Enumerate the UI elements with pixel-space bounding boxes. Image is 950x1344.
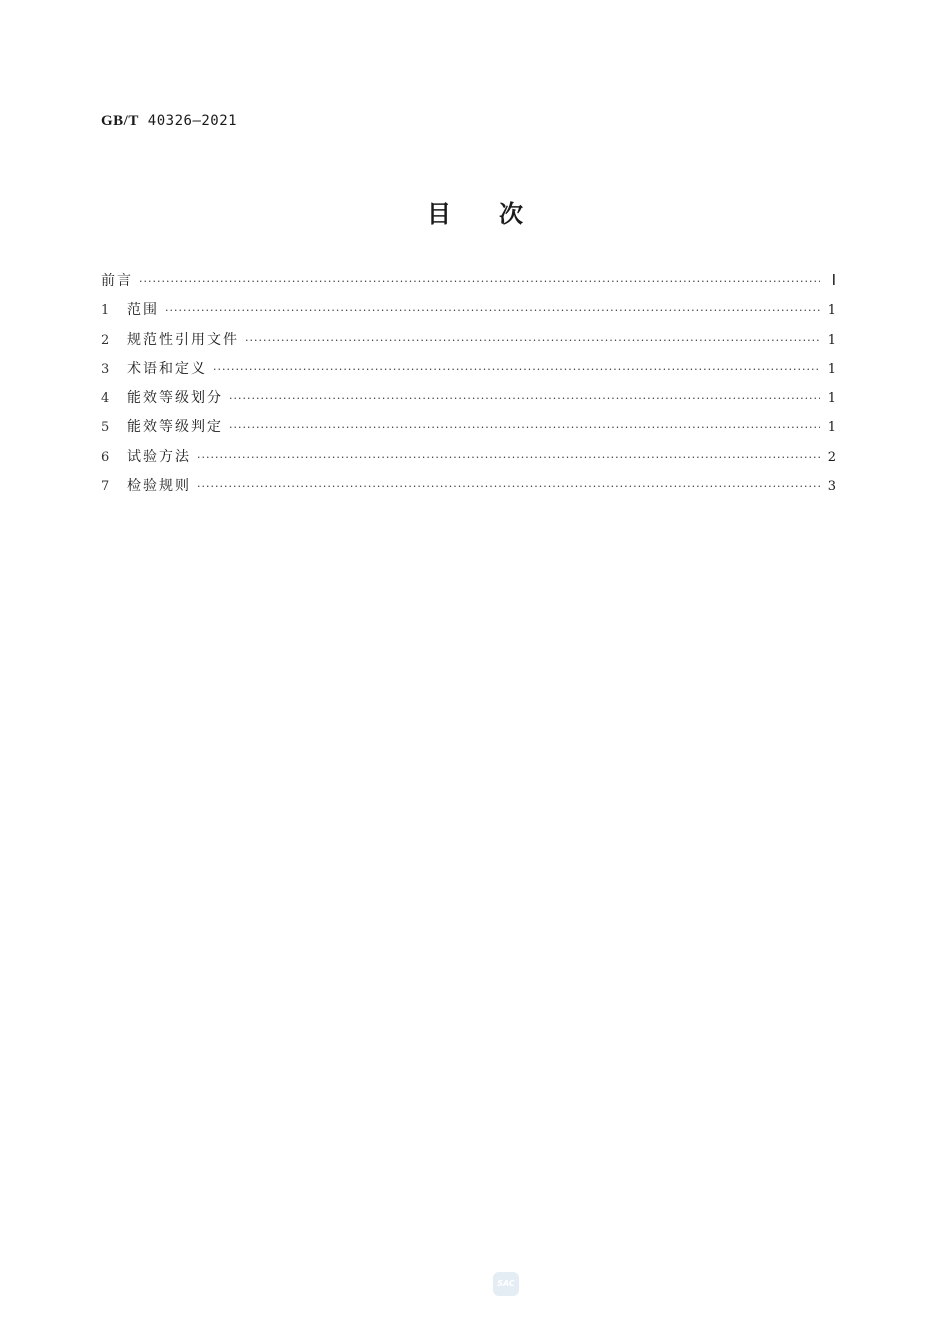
toc-leader-dots (229, 392, 820, 405)
toc-entry-grade-determination[interactable] (101, 416, 836, 445)
toc-entry-label: 规范性引用文件 (127, 331, 239, 348)
toc-entry-terms-definitions[interactable] (101, 358, 836, 387)
toc-leader-dots (197, 451, 820, 464)
sac-logo-watermark: SAC (493, 1272, 519, 1296)
toc-leader-dots (197, 480, 820, 493)
standard-number (101, 113, 237, 130)
toc-entry-page: 3 (827, 479, 836, 495)
toc-leader-dots (213, 363, 820, 376)
table-of-contents (101, 270, 836, 504)
toc-entry-number: 1 (101, 303, 110, 319)
toc-entry-label: 范围 (127, 302, 159, 319)
page-title: 目次 (427, 200, 571, 228)
toc-entry-page: 2 (827, 449, 836, 465)
toc-entry-label: 前言 (101, 273, 133, 289)
toc-leader-dots (229, 421, 820, 434)
toc-entry-label: 检验规则 (127, 478, 191, 495)
toc-entry-page: Ⅰ (831, 273, 836, 289)
toc-entry-normative-references[interactable] (101, 329, 836, 358)
toc-entry-test-methods[interactable] (101, 446, 836, 475)
toc-entry-page: 1 (827, 361, 836, 377)
standard-prefix: GB/T (101, 113, 139, 129)
toc-entry-inspection-rules[interactable] (101, 475, 836, 504)
toc-entry-label: 能效等级判定 (127, 419, 223, 436)
toc-leader-dots (245, 334, 820, 347)
toc-entry-number: 5 (101, 420, 110, 436)
toc-entry-page: 1 (827, 303, 836, 319)
toc-entry-page: 1 (827, 332, 836, 348)
toc-entry-label: 试验方法 (127, 448, 191, 465)
toc-entry-grade-classification[interactable] (101, 387, 836, 416)
toc-entry-number: 3 (101, 361, 110, 377)
toc-entry-label: 能效等级划分 (127, 390, 223, 407)
standard-code: 40326—2021 (147, 113, 238, 129)
toc-entry-page: 1 (827, 391, 836, 407)
toc-entry-scope[interactable] (101, 299, 836, 328)
toc-entry-number: 4 (101, 391, 110, 407)
toc-entry-number: 7 (101, 479, 110, 495)
toc-leader-dots (165, 304, 820, 317)
toc-entry-label: 术语和定义 (127, 360, 207, 377)
toc-entry-number: 6 (101, 449, 110, 465)
toc-entry-page: 1 (827, 420, 836, 436)
toc-entry-preface[interactable] (101, 270, 836, 299)
toc-entry-number: 2 (101, 332, 110, 348)
toc-leader-dots (139, 275, 820, 288)
